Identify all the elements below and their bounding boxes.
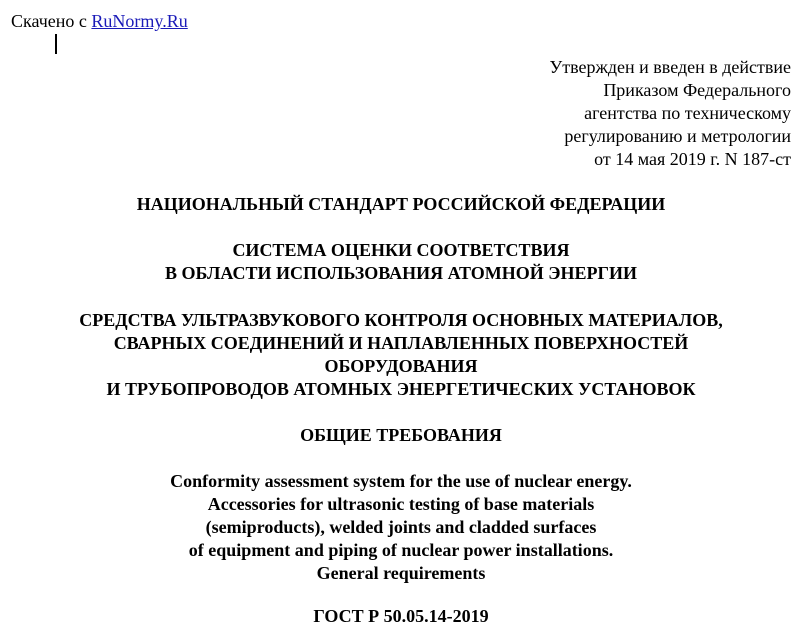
english-title-line: of equipment and piping of nuclear power installations.: [188, 540, 614, 560]
english-title-line: (semiproducts), welded joints and cladded surfaces: [205, 517, 597, 537]
standard-title-text: НАЦИОНАЛЬНЫЙ СТАНДАРТ РОССИЙСКОЙ ФЕДЕРАЦИИ: [136, 194, 666, 214]
runormy-link[interactable]: RuNormy.Ru: [91, 11, 188, 31]
download-prefix: Скачено с: [11, 11, 92, 31]
product-title-line: СВАРНЫХ СОЕДИНЕНИЙ И НАПЛАВЛЕННЫХ ПОВЕРХНОСТЕЙ: [113, 333, 689, 353]
english-title-line: General requirements: [316, 563, 486, 583]
system-title-line: В ОБЛАСТИ ИСПОЛЬЗОВАНИЯ АТОМНОЙ ЭНЕРГИИ: [165, 263, 637, 283]
english-title: [0, 470, 802, 585]
approval-block: [549, 56, 791, 171]
approval-line: от 14 мая 2019 г. N 187-ст: [594, 149, 791, 169]
approval-line: Утвержден и введен в действие: [549, 57, 791, 77]
download-source-line: [11, 10, 188, 32]
product-title: [0, 309, 802, 401]
english-title-line: Conformity assessment system for the use of nuclear energy.: [170, 471, 632, 491]
general-requirements-title: [0, 424, 802, 447]
approval-line: регулированию и метрологии: [564, 126, 791, 146]
english-title-line: Accessories for ultrasonic testing of base materials: [207, 494, 595, 514]
text-cursor: [55, 34, 57, 54]
product-title-line: И ТРУБОПРОВОДОВ АТОМНЫХ ЭНЕРГЕТИЧЕСКИХ УСТАНОВОК: [106, 379, 696, 399]
standard-title: [0, 193, 802, 216]
approval-line: Приказом Федерального: [603, 80, 791, 100]
system-title: [0, 239, 802, 285]
gost-number-text: ГОСТ Р 50.05.14-2019: [313, 606, 489, 626]
approval-line: агентства по техническому: [584, 103, 791, 123]
product-title-line: СРЕДСТВА УЛЬТРАЗВУКОВОГО КОНТРОЛЯ ОСНОВНЫХ МАТЕРИАЛОВ,: [79, 310, 723, 330]
gost-number: [0, 605, 802, 628]
product-title-line: ОБОРУДОВАНИЯ: [324, 356, 478, 376]
general-title-text: ОБЩИЕ ТРЕБОВАНИЯ: [300, 425, 502, 445]
system-title-line: СИСТЕМА ОЦЕНКИ СООТВЕТСТВИЯ: [232, 240, 570, 260]
